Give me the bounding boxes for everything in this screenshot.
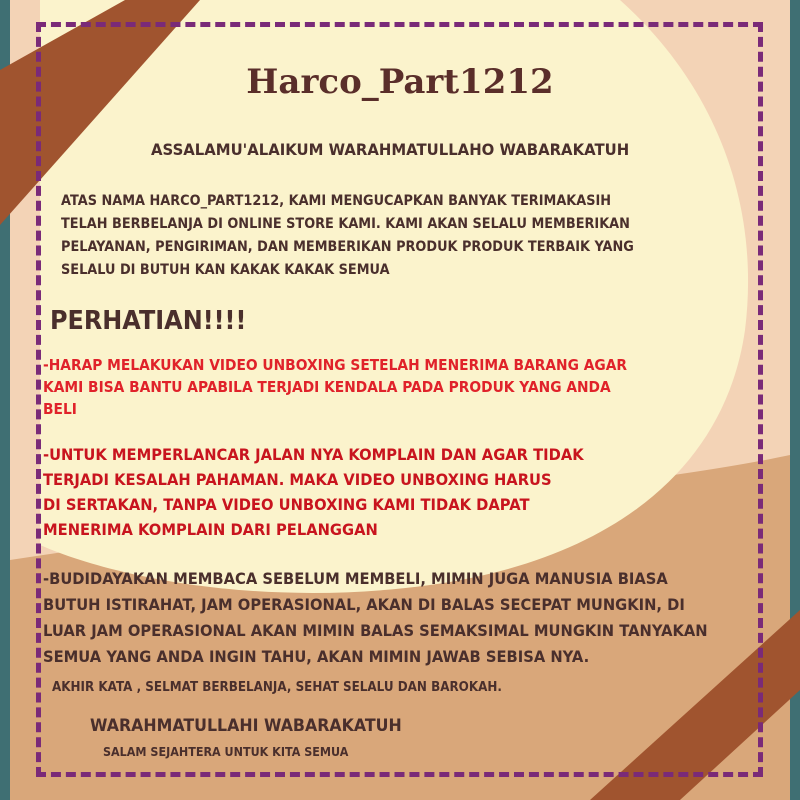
- intro-line: SELALU DI BUTUH KAN KAKAK KAKAK SEMUA: [61, 262, 390, 278]
- note-line: -HARAP MELAKUKAN VIDEO UNBOXING SETELAH MENERIMA BARANG AGAR: [43, 356, 628, 374]
- note-line: LUAR JAM OPERASIONAL AKAN MIMIN BALAS SEMAKSIMAL MUNGKIN TANYAKAN: [43, 621, 708, 640]
- note-line: BUTUH ISTIRAHAT, JAM OPERASIONAL, AKAN DI BALAS SECEPAT MUNGKIN, DI: [43, 595, 685, 614]
- intro-line: TELAH BERBELANJA DI ONLINE STORE KAMI. KAMI AKAN SELALU MEMBERIKAN: [61, 216, 630, 232]
- note-line: KAMI BISA BANTU APABILA TERJADI KENDALA PADA PRODUK YANG ANDA: [43, 378, 611, 396]
- attention-heading: PERHATIAN!!!!: [50, 306, 247, 336]
- unboxing-note: [43, 354, 627, 420]
- note-line: TERJADI KESALAH PAHAMAN. MAKA VIDEO UNBOXING HARUS: [43, 470, 552, 489]
- intro-paragraph: [61, 190, 634, 282]
- farewell-subtext: SALAM SEJAHTERA UNTUK KITA SEMUA: [103, 745, 349, 759]
- farewell-text: WARAHMATULLAHI WABARAKATUH: [90, 716, 402, 736]
- store-title: Harco_Part1212: [246, 62, 554, 102]
- note-line: -UNTUK MEMPERLANCAR JALAN NYA KOMPLAIN DAN AGAR TIDAK: [43, 445, 584, 464]
- complaint-note: [43, 442, 584, 542]
- note-line: BELI: [43, 400, 77, 418]
- read-before-buying-note: [43, 566, 708, 670]
- intro-line: ATAS NAMA HARCO_PART1212, KAMI MENGUCAPKAN BANYAK TERIMAKASIH: [61, 193, 612, 209]
- note-line: MENERIMA KOMPLAIN DARI PELANGGAN: [43, 520, 378, 539]
- greeting-text: ASSALAMU'ALAIKUM WARAHMATULLAHO WABARAKATUH: [151, 140, 630, 159]
- note-line: DI SERTAKAN, TANPA VIDEO UNBOXING KAMI TIDAK DAPAT: [43, 495, 530, 514]
- note-line: -BUDIDAYAKAN MEMBACA SEBELUM MEMBELI, MIMIN JUGA MANUSIA BIASA: [43, 569, 668, 588]
- intro-line: PELAYANAN, PENGIRIMAN, DAN MEMBERIKAN PRODUK PRODUK TERBAIK YANG: [61, 239, 634, 255]
- note-line: SEMUA YANG ANDA INGIN TAHU, AKAN MIMIN JAWAB SEBISA NYA.: [43, 647, 590, 666]
- closing-text: AKHIR KATA , SELMAT BERBELANJA, SEHAT SELALU DAN BAROKAH.: [52, 680, 502, 695]
